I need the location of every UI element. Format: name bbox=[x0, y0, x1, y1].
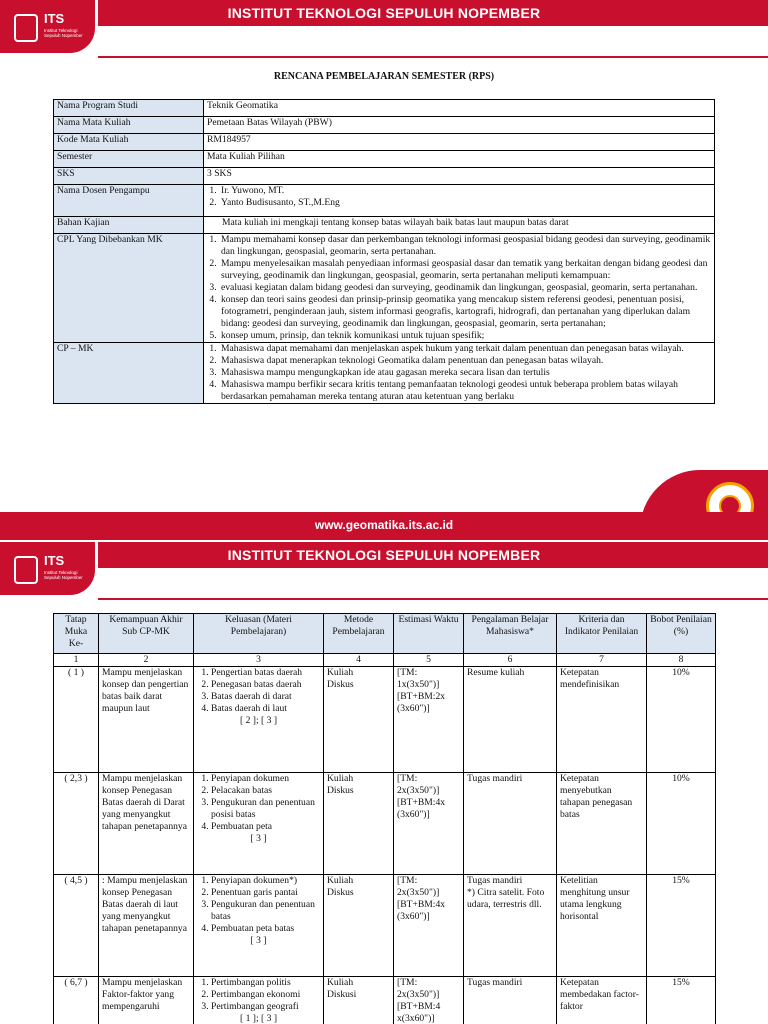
topic-item: 2. Pelacakan batas bbox=[211, 785, 320, 797]
cpl-item: 2. Mampu menyelesaikan masalah penyediaan informasi geospasial dasar dan tematik yang berkaitan dengan bidang geodesi dan surveying, geodinamik dan lingkungan, geospasial, geomarin, serta pertanahan meliputi kemampuan: bbox=[219, 258, 711, 282]
header-second bbox=[0, 542, 768, 600]
cell-week: ( 1 ) bbox=[54, 667, 99, 773]
topic-item: 3. Pertimbangan geografi bbox=[211, 1001, 320, 1013]
header-line bbox=[98, 598, 768, 600]
logo-subtext: Institut Teknologi Sepuluh Nopember bbox=[44, 28, 83, 38]
cell-method: Kuliah Diskus bbox=[324, 773, 394, 875]
cell-ability: Mampu menjelaskan konsep dan pengertian batas baik darat maupun laut bbox=[99, 667, 194, 773]
topic-item: 3. Pengukuran dan penentuan posisi batas bbox=[211, 797, 320, 821]
its-emblem-icon bbox=[14, 14, 38, 42]
label-course: Nama Mata Kuliah bbox=[54, 117, 204, 134]
header-band bbox=[0, 0, 768, 26]
cell-experience: Tugas mandiri *) Citra satelit. Foto udara, terrestris dll. bbox=[464, 875, 557, 977]
cell-weight: 15% bbox=[647, 977, 716, 1024]
cell-ref: [ 3 ] bbox=[250, 935, 267, 946]
col-number: 6 bbox=[464, 654, 557, 667]
cell-weight: 10% bbox=[647, 667, 716, 773]
cell-method: Kuliah Diskus bbox=[324, 875, 394, 977]
table-row bbox=[54, 667, 716, 773]
value-study: Mata kuliah ini mengkaji tentang konsep batas wilayah baik batas laut maupun batas darat bbox=[204, 217, 715, 234]
label-code: Kode Mata Kuliah bbox=[54, 134, 204, 151]
cell-weight: 15% bbox=[647, 875, 716, 977]
topic-item: 1. Penyiapan dokumen bbox=[211, 773, 320, 785]
institute-name: INSTITUT TEKNOLOGI SEPULUH NOPEMBER bbox=[227, 547, 541, 563]
footer-band bbox=[0, 512, 768, 540]
cell-time: [TM: 1x(3x50")] [BT+BM:2x (3x60")] bbox=[394, 667, 464, 773]
logo-text: ITS bbox=[44, 11, 65, 26]
cell-experience: Resume kuliah bbox=[464, 667, 557, 773]
value-code: RM184957 bbox=[204, 134, 715, 151]
cell-week: ( 4,5 ) bbox=[54, 875, 99, 977]
col-header: Kriteria dan Indikator Penilaian bbox=[557, 614, 647, 654]
cell-criteria: Ketepatan menyebutkan tahapan penegasan batas bbox=[557, 773, 647, 875]
cpmk-item: 3. Mahasiswa mampu mengungkapkan ide atau gagasan mereka secara lisan dan tertulis bbox=[219, 367, 711, 379]
topic-item: 3. Batas daerah di darat bbox=[211, 691, 320, 703]
topic-item: 4. Pembuatan peta batas bbox=[211, 923, 320, 935]
table-row bbox=[54, 977, 716, 1024]
cpmk-item: 1. Mahasiswa dapat memahami dan menjelaskan aspek hukum yang terkait dalam penentuan dan penegasan batas wilayah. bbox=[219, 343, 711, 355]
col-header: Kemampuan Akhir Sub CP-MK bbox=[99, 614, 194, 654]
table-row bbox=[54, 875, 716, 977]
value-cpl bbox=[204, 234, 715, 343]
cell-ref: [ 2 ]; [ 3 ] bbox=[239, 715, 278, 726]
cpl-item: 4. konsep dan teori sains geodesi dan prinsip-prinsip geomatika yang mencakup sistem referensi geodesi, penentuan posisi, fotogrametri, penginderaan jauh, sistem informasi geografis, kartografi, hidrografi, dan pertanahan yang diperlukan dalam bidang: geodesi dan surveying, geodinamik dan lingkungan, geospasial, geomarin, serta pertanahan; bbox=[219, 294, 711, 330]
value-program: Teknik Geomatika bbox=[204, 100, 715, 117]
col-number: 3 bbox=[194, 654, 324, 667]
cpl-item: 3. evaluasi kegiatan dalam bidang geodesi dan surveying, geodinamik dan lingkungan, geospasial, geomarin, serta pertanahan. bbox=[219, 282, 711, 294]
cell-method: Kuliah Diskusi bbox=[324, 977, 394, 1024]
footer-url: www.geomatika.its.ac.id bbox=[314, 518, 454, 532]
cell-topics bbox=[194, 875, 324, 977]
cpmk-item: 2. Mahasiswa dapat menerapkan teknologi Geomatika dalam penentuan dan penegasan batas wilayah. bbox=[219, 355, 711, 367]
its-emblem-icon bbox=[14, 556, 38, 584]
label-lecturer: Nama Dosen Pengampu bbox=[54, 185, 204, 217]
col-number: 4 bbox=[324, 654, 394, 667]
col-header: Keluasan (Materi Pembelajaran) bbox=[194, 614, 324, 654]
col-header: Estimasi Waktu bbox=[394, 614, 464, 654]
label-cpmk: CP – MK bbox=[54, 343, 204, 404]
header-band bbox=[0, 542, 768, 568]
topic-item: 4. Pembuatan peta bbox=[211, 821, 320, 833]
cell-criteria: Ketelitian menghitung unsur utama lengkung horisontal bbox=[557, 875, 647, 977]
col-number: 1 bbox=[54, 654, 99, 667]
col-header: Tatap Muka Ke- bbox=[54, 614, 99, 654]
cell-time: [TM: 2x(3x50")] [BT+BM:4 x(3x60")] bbox=[394, 977, 464, 1024]
cell-time: [TM: 2x(3x50")] [BT+BM:4x (3x60")] bbox=[394, 773, 464, 875]
topic-item: 1. Pertimbangan politis bbox=[211, 977, 320, 989]
cell-ability: Mampu menjelaskan Faktor-faktor yang mempengaruhi bbox=[99, 977, 194, 1024]
value-course: Pemetaan Batas Wilayah (PBW) bbox=[204, 117, 715, 134]
header-line bbox=[98, 56, 768, 58]
logo-subtext: Institut Teknologi Sepuluh Nopember bbox=[44, 570, 83, 580]
value-cpmk bbox=[204, 343, 715, 404]
topic-item: 1. Penyiapan dokumen*) bbox=[211, 875, 320, 887]
topic-item: 2. Pertimbangan ekonomi bbox=[211, 989, 320, 1001]
label-program: Nama Program Studi bbox=[54, 100, 204, 117]
course-info-table bbox=[53, 99, 715, 404]
cell-week: ( 2,3 ) bbox=[54, 773, 99, 875]
cpmk-item: 4. Mahasiswa mampu berfikir secara kritis tentang pemanfaatan teknologi geodesi untuk beberapa problem batas wilayah berdasarkan pemahaman mereka tentang aturan atau ketentuan yang berlaku bbox=[219, 379, 711, 403]
col-header: Metode Pembelajaran bbox=[324, 614, 394, 654]
topic-item: 1. Pengertian batas daerah bbox=[211, 667, 320, 679]
label-cpl: CPL Yang Dibebankan MK bbox=[54, 234, 204, 343]
its-logo bbox=[0, 0, 98, 56]
cell-criteria: Ketepatan membedakan factor-faktor bbox=[557, 977, 647, 1024]
cell-experience: Tugas mandiri bbox=[464, 977, 557, 1024]
cell-topics bbox=[194, 773, 324, 875]
cell-experience: Tugas mandiri bbox=[464, 773, 557, 875]
topic-item: 3. Pengukuran dan penentuan batas bbox=[211, 899, 320, 923]
col-header: Pengalaman Belajar Mahasiswa* bbox=[464, 614, 557, 654]
label-study: Bahan Kajian bbox=[54, 217, 204, 234]
cell-ability: : Mampu menjelaskan konsep Penegasan Batas daerah di laut yang menyangkut tahapan penetapannya bbox=[99, 875, 194, 977]
cell-time: [TM: 2x(3x50")] [BT+BM:4x (3x60")] bbox=[394, 875, 464, 977]
topic-item: 4. Batas daerah di laut bbox=[211, 703, 320, 715]
value-sks: 3 SKS bbox=[204, 168, 715, 185]
cpl-item: 1. Mampu memahami konsep dasar dan perkembangan teknologi informasi geospasial bidang geodesi dan surveying, geodinamik dan lingkungan, geospasial, geomarin, serta pertanahan. bbox=[219, 234, 711, 258]
col-number: 2 bbox=[99, 654, 194, 667]
label-sks: SKS bbox=[54, 168, 204, 185]
table-row bbox=[54, 773, 716, 875]
cell-ref: [ 1 ]; [ 3 ] bbox=[239, 1013, 278, 1024]
cell-topics bbox=[194, 977, 324, 1024]
col-number: 5 bbox=[394, 654, 464, 667]
header-top bbox=[0, 0, 768, 58]
col-number: 7 bbox=[557, 654, 647, 667]
lecturer-item: 1. Ir. Yuwono, MT. bbox=[219, 185, 711, 197]
cell-method: Kuliah Diskus bbox=[324, 667, 394, 773]
label-semester: Semester bbox=[54, 151, 204, 168]
institute-name: INSTITUT TEKNOLOGI SEPULUH NOPEMBER bbox=[227, 5, 541, 21]
cpl-item: 5. konsep umum, prinsip, dan teknik komunikasi untuk tujuan spesifik; bbox=[219, 330, 711, 342]
cell-week: ( 6,7 ) bbox=[54, 977, 99, 1024]
rps-table bbox=[53, 613, 716, 1024]
logo-text: ITS bbox=[44, 553, 65, 568]
col-header: Bobot Penilaian (%) bbox=[647, 614, 716, 654]
its-logo bbox=[0, 542, 98, 598]
cell-topics bbox=[194, 667, 324, 773]
value-semester: Mata Kuliah Pilihan bbox=[204, 151, 715, 168]
cell-criteria: Ketepatan mendefinisikan bbox=[557, 667, 647, 773]
topic-item: 2. Penegasan batas daerah bbox=[211, 679, 320, 691]
lecturer-item: 2. Yanto Budisusanto, ST.,M.Eng bbox=[219, 197, 711, 209]
col-number: 8 bbox=[647, 654, 716, 667]
cell-ability: Mampu menjelaskan konsep Penegasan Batas daerah di Darat yang menyangkut tahapan penetapannya bbox=[99, 773, 194, 875]
doc-title: RENCANA PEMBELAJARAN SEMESTER (RPS) bbox=[273, 71, 495, 82]
cell-weight: 10% bbox=[647, 773, 716, 875]
topic-item: 2. Penentuan garis pantai bbox=[211, 887, 320, 899]
value-lecturers bbox=[204, 185, 715, 217]
cell-ref: [ 3 ] bbox=[250, 833, 267, 844]
